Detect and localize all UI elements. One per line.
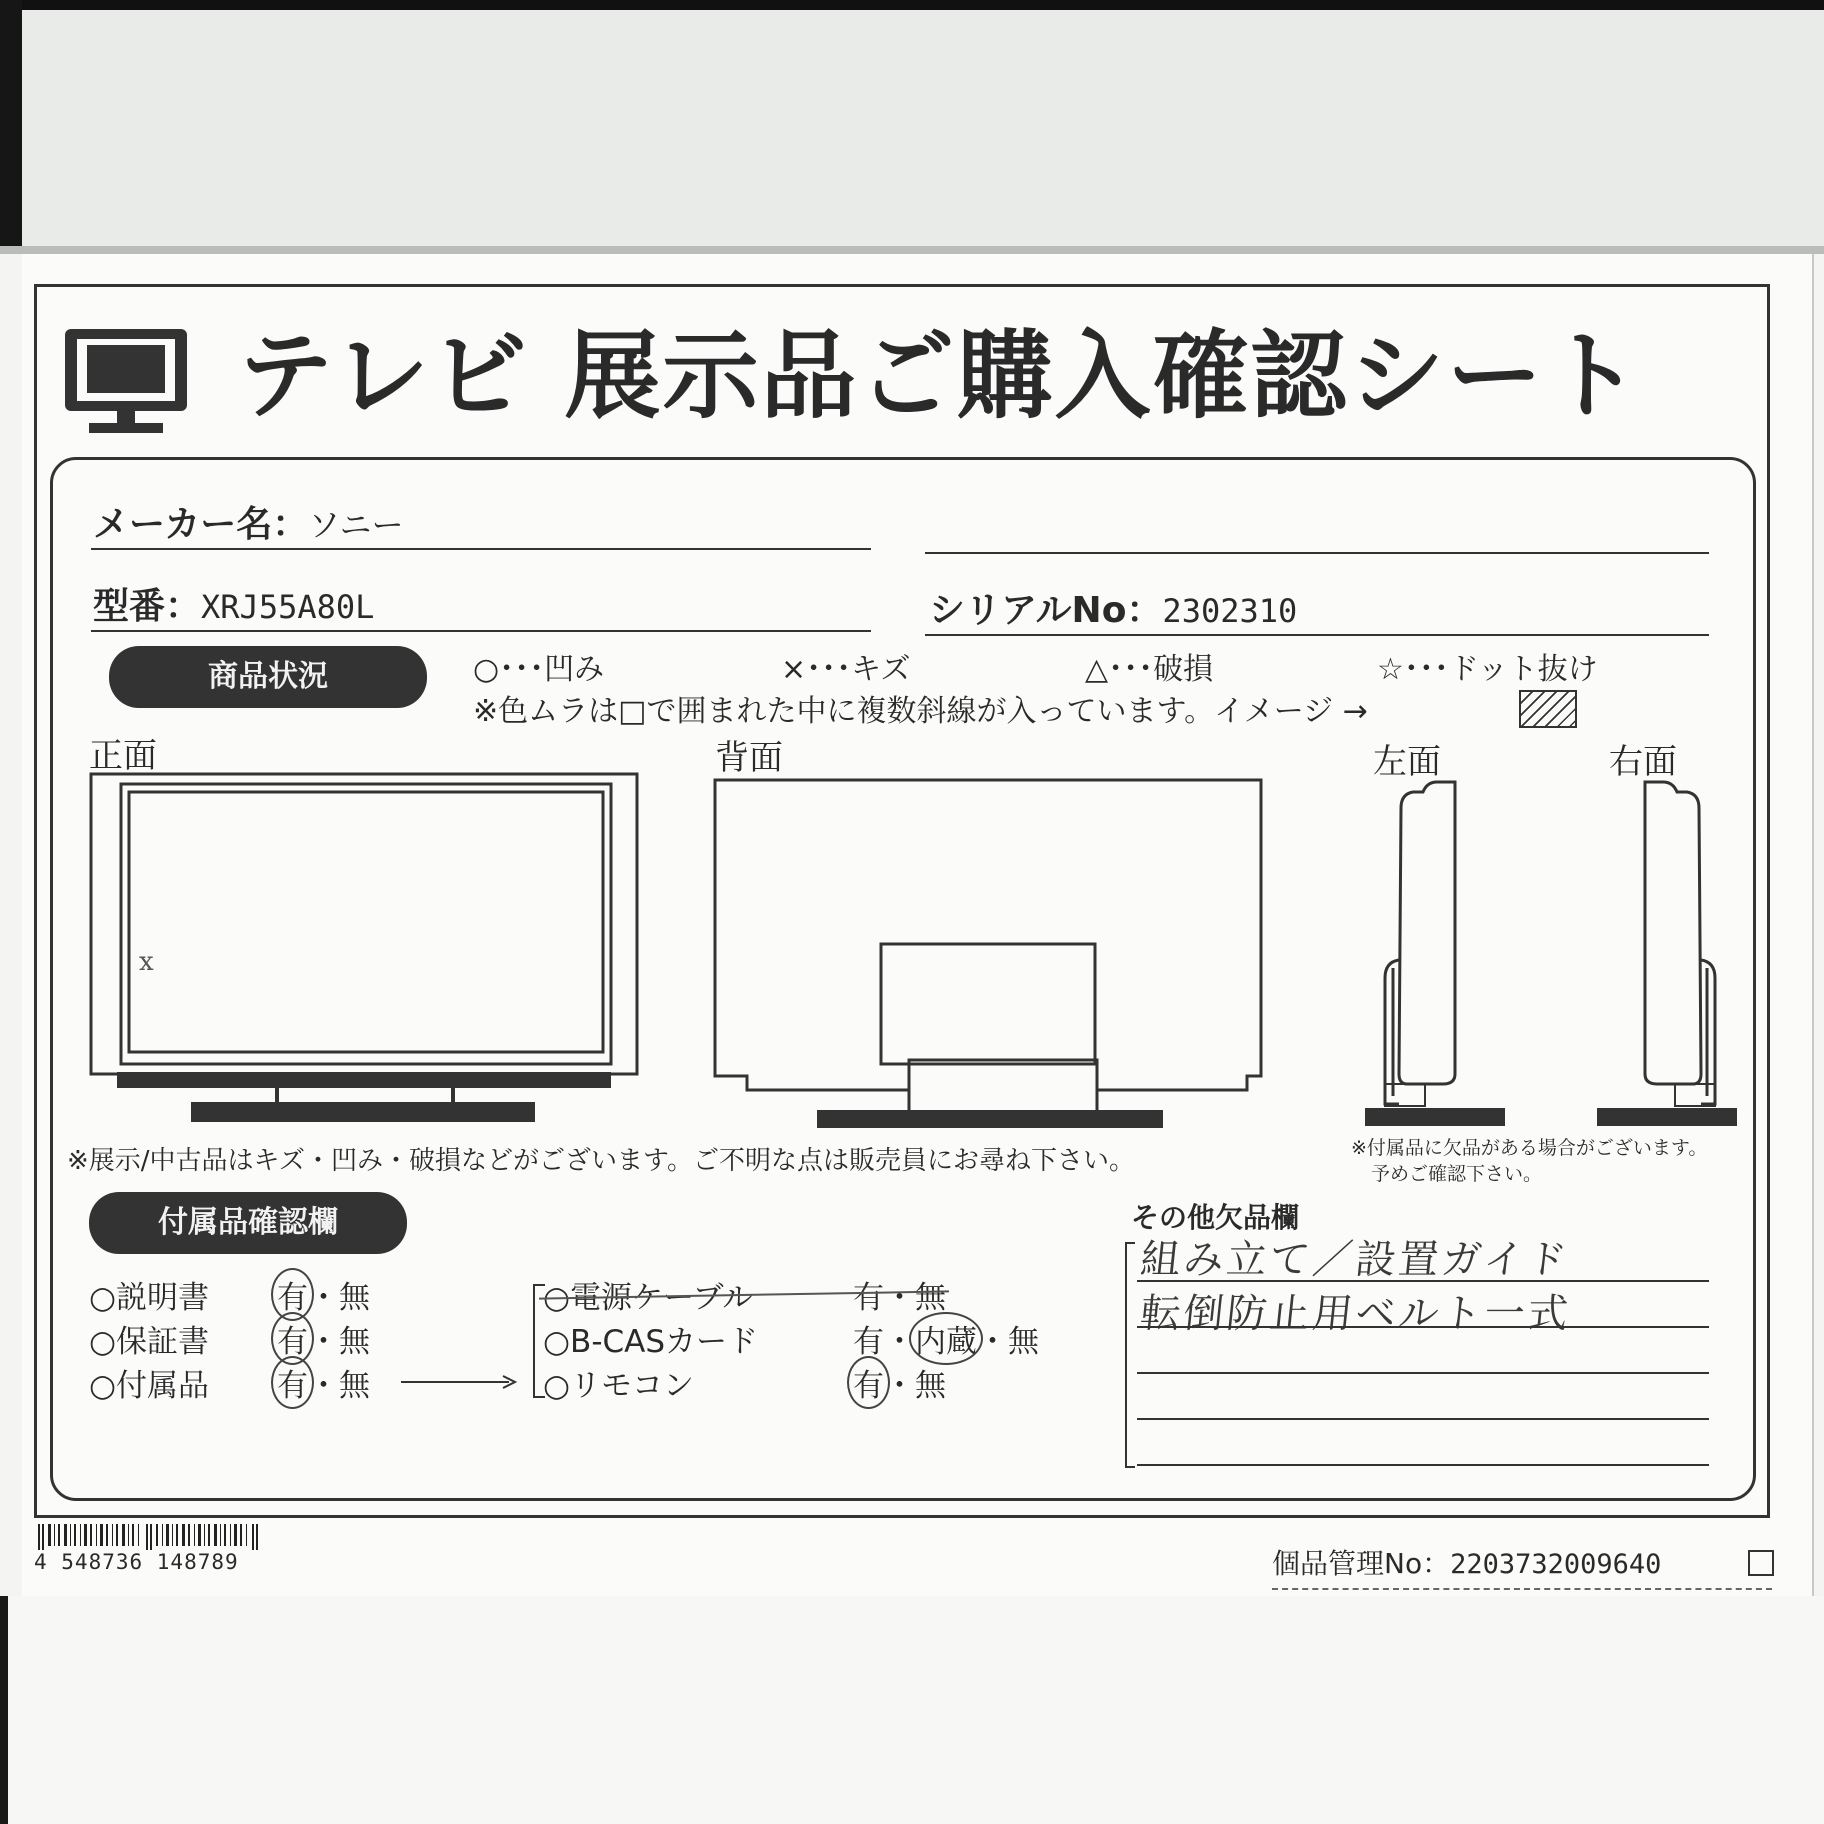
- serial-field: [929, 582, 1297, 633]
- front-scratch-mark: x: [139, 947, 154, 977]
- scan-edge-left-bottom: [0, 1596, 8, 1824]
- barcode: [36, 1524, 286, 1550]
- barcode-digits: 4 548736 148789: [34, 1550, 239, 1574]
- maker-field: [93, 496, 404, 547]
- missing-rule-2: [1137, 1326, 1709, 1328]
- confirmation-sheet: [22, 254, 1814, 1596]
- scan-edge: [0, 0, 1824, 10]
- legend-damage: △･･･破損: [1085, 652, 1214, 687]
- sheet-shadow: [0, 246, 1824, 254]
- accessories-title: 付属品確認欄: [89, 1192, 407, 1254]
- maker-underline: [91, 548, 871, 550]
- scan-edge-left: [0, 0, 22, 252]
- accessory-choice: [277, 1360, 370, 1405]
- management-checkbox[interactable]: [1748, 1550, 1774, 1576]
- remote-no: 無: [915, 1368, 946, 1404]
- power-cable-no: 無: [915, 1280, 946, 1316]
- bcas-no: 無: [1008, 1324, 1039, 1360]
- manual-yes: 有: [277, 1272, 308, 1317]
- legend-scratch: ×･･･キズ: [781, 652, 911, 687]
- view-label-front: 正面: [89, 736, 157, 776]
- accessory-no: 無: [339, 1368, 370, 1404]
- scan-background-bottom: [0, 1596, 1824, 1824]
- display-notice: ※展示/中古品はキズ・凹み・破損などがございます。ご不明な点は販売員にお尋ね下さい。: [67, 1146, 1135, 1176]
- maker-value: ソニー: [308, 506, 404, 544]
- separator: ・: [308, 1368, 339, 1404]
- warranty-yes: 有: [277, 1316, 308, 1361]
- accessory-notice-1: ※付属品に欠品がある場合がございます。: [1351, 1137, 1708, 1159]
- blank-underline: [925, 552, 1709, 554]
- sheet-title: テレビ 展示品ご購入確認シート: [237, 320, 1643, 432]
- manual-label: ○説明書: [89, 1280, 210, 1316]
- missing-rule-3: [1137, 1372, 1709, 1374]
- separator: ・: [884, 1280, 915, 1316]
- view-label-right: 右面: [1609, 742, 1677, 782]
- remote-choice: [853, 1360, 946, 1405]
- sheet-border: [34, 284, 1770, 1518]
- model-underline: [91, 630, 871, 632]
- remote-yes: 有: [853, 1360, 884, 1405]
- management-number: [1272, 1542, 1661, 1582]
- tv-icon: [61, 319, 191, 449]
- footer-rule: [1272, 1588, 1772, 1590]
- legend-dent: ○･･･凹み: [473, 652, 605, 687]
- remote-label: ○リモコン: [543, 1368, 695, 1404]
- serial-value: 2302310: [1162, 592, 1298, 630]
- missing-rule-1: [1137, 1280, 1709, 1282]
- model-value: XRJ55A80L: [201, 588, 375, 626]
- missing-rule-5: [1137, 1464, 1709, 1466]
- bcas-card-choice: [853, 1316, 1039, 1361]
- serial-underline: [925, 634, 1709, 636]
- accessory-label: ○付属品: [89, 1368, 210, 1404]
- model-field: [93, 578, 374, 629]
- bcas-yes: 有: [853, 1324, 884, 1360]
- separator: ・: [308, 1280, 339, 1316]
- missing-line-1: 組み立て／設置ガイド: [1138, 1237, 1572, 1283]
- accessory-notice-2: 予めご確認下さい。: [1371, 1163, 1543, 1185]
- management-number-label: 個品管理No：: [1272, 1547, 1451, 1580]
- missing-items-title: その他欠品欄: [1131, 1201, 1300, 1234]
- arrow-right-icon: [399, 1372, 519, 1392]
- content-frame: [50, 457, 1756, 1501]
- maker-label: メーカー名：: [93, 504, 309, 545]
- warranty-label: ○保証書: [89, 1324, 210, 1360]
- separator: ・: [977, 1324, 1008, 1360]
- legend-dead-pixel: ☆･･･ドット抜け: [1377, 652, 1598, 687]
- management-number-value: 2203732009640: [1450, 1549, 1662, 1580]
- missing-line-2: 転倒防止用ベルト一式: [1138, 1291, 1574, 1337]
- manual-no: 無: [339, 1280, 370, 1316]
- hatch-sample: [1519, 690, 1577, 728]
- separator: ・: [308, 1324, 339, 1360]
- model-label: 型番：: [93, 586, 202, 627]
- view-label-back: 背面: [715, 738, 783, 778]
- scan-background-top: [0, 0, 1824, 252]
- missing-bracket: [1125, 1242, 1135, 1468]
- accessory-yes: 有: [277, 1360, 308, 1405]
- condition-title: 商品状況: [109, 646, 427, 708]
- front-view-diagram: [89, 772, 641, 1132]
- power-cable-yes: 有: [853, 1280, 884, 1316]
- bcas-builtin: 内蔵: [915, 1316, 977, 1361]
- serial-label: シリアルNo：: [929, 590, 1163, 631]
- left-view-diagram: [1363, 778, 1513, 1136]
- warranty-choice: [277, 1316, 370, 1361]
- right-view-diagram: [1595, 778, 1745, 1136]
- manual-choice: [277, 1272, 370, 1317]
- view-label-left: 左面: [1373, 742, 1441, 782]
- power-cable-label: ○電源ケーブル: [543, 1280, 754, 1316]
- bcas-card-label: ○B-CASカード: [543, 1324, 759, 1360]
- color-unevenness-note: ※色ムラは□で囲まれた中に複数斜線が入っています。イメージ →: [473, 694, 1368, 729]
- missing-rule-4: [1137, 1418, 1709, 1420]
- back-view-diagram: [713, 778, 1267, 1128]
- separator: ・: [884, 1324, 915, 1360]
- power-cable-choice: [853, 1272, 946, 1317]
- warranty-no: 無: [339, 1324, 370, 1360]
- separator: ・: [884, 1368, 915, 1404]
